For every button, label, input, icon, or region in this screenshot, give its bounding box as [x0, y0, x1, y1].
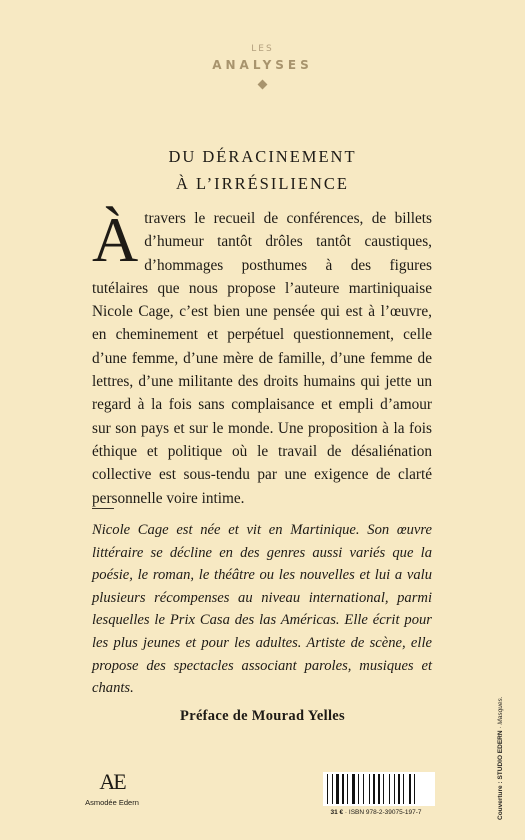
barcode-bar: [371, 774, 372, 804]
barcode-bar: [345, 774, 346, 804]
barcode-bar: [412, 774, 413, 804]
barcode-bar: [416, 774, 418, 804]
barcode-bar: [352, 774, 355, 804]
barcode-bar: [356, 774, 357, 804]
barcode-bar: [369, 774, 370, 804]
barcode-bar: [409, 774, 411, 804]
barcode-bar: [381, 774, 382, 804]
barcode-bar: [391, 774, 393, 804]
title-line-1: DU DÉRACINEMENT: [168, 147, 357, 166]
barcode-bar: [383, 774, 384, 804]
barcode-bar: [329, 774, 331, 804]
barcode-bar: [365, 774, 368, 804]
drop-cap: À: [92, 204, 139, 275]
preface-credit: Préface de Mourad Yelles: [180, 708, 345, 724]
cover-credit-label: Couverture : STUDIO EDERN: [497, 730, 504, 820]
isbn-number: ISBN 978-2-39075-197-7: [348, 809, 422, 816]
publisher-mark: AE: [99, 769, 125, 794]
series-label-analyses: ANALYSES: [212, 58, 313, 72]
barcode-bar: [363, 774, 364, 804]
barcode-bar: [358, 774, 359, 804]
isbn-line: 31 € · ISBN 978-2-39075-197-7: [330, 809, 422, 816]
barcode-bar: [342, 774, 344, 804]
barcode-bar: [336, 774, 339, 804]
cover-credit: Couverture : STUDIO EDERN · Masques.: [497, 696, 504, 820]
diamond-icon: [258, 80, 268, 90]
title-line-2: À L’IRRÉSILIENCE: [175, 174, 349, 193]
book-title: [0, 143, 525, 197]
barcode-bar: [403, 774, 404, 804]
barcode-bar: [349, 774, 351, 804]
barcode-bar: [376, 774, 377, 804]
series-logo: [0, 44, 525, 88]
barcode-bar: [334, 774, 335, 804]
publisher-name: Asmodée Edern: [85, 798, 139, 807]
barcode: [323, 772, 435, 806]
barcode-bar: [340, 774, 341, 804]
author-bio: Nicole Cage est née et vit en Martinique. Son œuvre littéraire se décline en des genres aussi variés que la poésie, le roman, le théâtre ou les nouvelles et lui a valu plusieurs récompenses au niveau international, parmi lesquelles le Prix Casa des las Américas. Elle écrit pour les plus jeunes et pour les adultes. Artiste de scène, elle propose des spectacles associant paroles, musiques et chants.: [92, 522, 432, 697]
barcode-bar: [389, 774, 390, 804]
barcode-bar: [347, 774, 348, 804]
back-cover-blurb: [92, 204, 432, 510]
price: 31 €: [330, 809, 344, 816]
series-label-les: LES: [251, 44, 274, 54]
barcode-bar: [405, 774, 408, 804]
barcode-bar: [332, 774, 333, 804]
publisher-logo: [82, 770, 142, 807]
divider: [92, 508, 114, 509]
barcode-bar: [385, 774, 388, 804]
cover-credit-extra: Masques.: [497, 696, 504, 725]
barcode-bar: [401, 774, 402, 804]
barcode-bar: [327, 774, 328, 804]
barcode-bar: [414, 774, 415, 804]
barcode-bar: [373, 774, 375, 804]
barcode-bar: [378, 774, 380, 804]
barcode-bar: [394, 774, 395, 804]
barcode-bar: [398, 774, 400, 804]
barcode-bar: [396, 774, 397, 804]
barcode-bar: [360, 774, 362, 804]
blurb-text: travers le recueil de conférences, de billets d’humeur tantôt drôles tantôt caustiques, d’hommages posthumes à des figures tutélaires que nous propose l’auteure martiniquaise Nicole Cage, c’est bien une pensée qui est à l’œuvre, en cheminement et perpétuel questionnement, celle d’une femme, d’une mère de famille, d’une femme de lettres, d’une militante des droits humains qui jette un regard à la fois sans complaisance et empli d’amour sur son pays et sur le monde. Une proposition à la fois éthique et politique où le travail de désaliénation collective est sous-tendu par une exigence de clarté personnelle voire intime.: [92, 210, 432, 507]
